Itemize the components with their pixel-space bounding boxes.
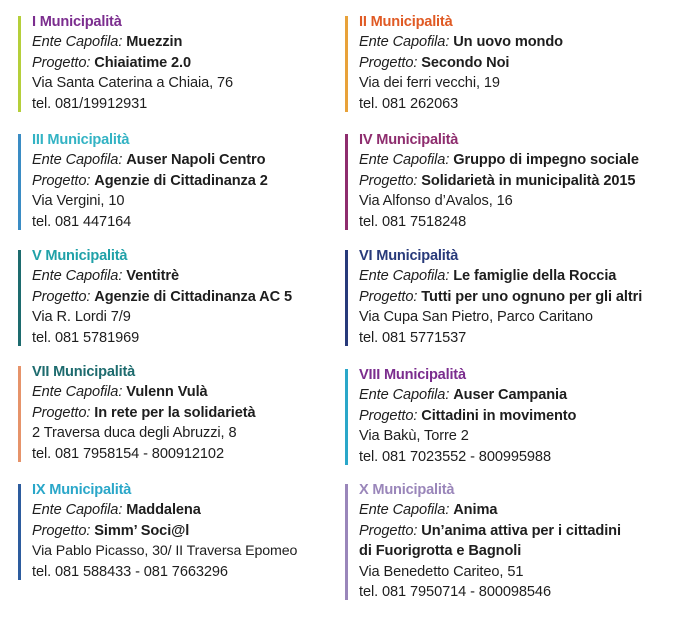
ente-label: Ente Capofila:: [359, 152, 454, 169]
phone: tel. 081 5771537: [359, 329, 467, 346]
ente-label: Ente Capofila:: [32, 268, 127, 285]
accent-bar: [345, 369, 348, 465]
ente-value: Auser Campania: [453, 387, 568, 404]
progetto-value: Secondo Noi: [421, 54, 510, 71]
entry-municipalita-9: [18, 480, 338, 582]
progetto-value: Solidarietà in municipalità 2015: [421, 172, 636, 189]
accent-bar: [345, 134, 348, 230]
ente-value: Le famiglie della Roccia: [453, 268, 617, 285]
progetto-label: Progetto:: [359, 522, 422, 539]
entry-title: II Municipalità: [359, 14, 453, 30]
phone: tel. 081 588433 - 081 7663296: [32, 563, 228, 580]
address: 2 Traversa duca degli Abruzzi, 8: [32, 425, 237, 442]
address: Via Benedetto Cariteo, 51: [359, 563, 524, 580]
accent-bar: [18, 484, 21, 580]
phone: tel. 081 7950714 - 800098546: [359, 584, 551, 601]
address: Via Santa Caterina a Chiaia, 76: [32, 75, 234, 92]
entry-title: V Municipalità: [32, 248, 128, 264]
entry-title: IX Municipalità: [32, 482, 132, 498]
entry-municipalita-1: [18, 12, 338, 114]
progetto-label: Progetto:: [32, 522, 95, 539]
phone: tel. 081 7958154 - 800912102: [32, 445, 224, 462]
entry-municipalita-8: [345, 365, 685, 467]
ente-label: Ente Capofila:: [32, 384, 127, 401]
address: Via R. Lordi 7/9: [32, 309, 131, 326]
ente-label: Ente Capofila:: [32, 152, 127, 169]
address: Via Pablo Picasso, 30/ II Traversa Epomeo: [32, 543, 298, 560]
entry-title: VIII Municipalità: [359, 367, 466, 383]
ente-value: Muezzin: [126, 34, 183, 51]
address: Via Alfonso d’Avalos, 16: [359, 193, 513, 210]
address: Via dei ferri vecchi, 19: [359, 75, 500, 92]
progetto-label: Progetto:: [32, 288, 95, 305]
accent-bar: [345, 250, 348, 346]
progetto-label: Progetto:: [32, 172, 95, 189]
progetto-value: Agenzie di Cittadinanza 2: [94, 172, 268, 189]
progetto-value: In rete per la solidarietà: [94, 404, 256, 421]
progetto-value-continued: di Fuorigrotta e Bagnoli: [359, 543, 522, 560]
address: Via Cupa San Pietro, Parco Caritano: [359, 309, 593, 326]
progetto-value: Cittadini in movimento: [421, 407, 577, 424]
phone: tel. 081 7518248: [359, 213, 467, 230]
entry-municipalita-5: [18, 246, 338, 348]
ente-label: Ente Capofila:: [359, 387, 454, 404]
phone: tel. 081 447164: [32, 213, 132, 230]
entry-title: III Municipalità: [32, 132, 130, 148]
progetto-label: Progetto:: [359, 288, 422, 305]
progetto-label: Progetto:: [359, 172, 422, 189]
ente-label: Ente Capofila:: [32, 502, 127, 519]
ente-label: Ente Capofila:: [359, 502, 454, 519]
accent-bar: [18, 134, 21, 230]
ente-value: Auser Napoli Centro: [126, 152, 266, 169]
phone: tel. 081 5781969: [32, 329, 140, 346]
entry-municipalita-6: [345, 246, 685, 348]
entry-title: VII Municipalità: [32, 364, 136, 380]
phone: tel. 081 7023552 - 800995988: [359, 448, 551, 465]
ente-value: Vulenn Vulà: [126, 384, 208, 401]
progetto-value: Chiaiatime 2.0: [94, 54, 192, 71]
ente-value: Maddalena: [126, 502, 201, 519]
phone: tel. 081 262063: [359, 95, 459, 112]
accent-bar: [345, 484, 348, 600]
ente-value: Un uovo mondo: [453, 34, 563, 51]
progetto-value: Simm’ Soci@l: [94, 522, 190, 539]
phone: tel. 081/19912931: [32, 95, 148, 112]
ente-label: Ente Capofila:: [359, 268, 454, 285]
progetto-value: Tutti per uno ognuno per gli altri: [421, 288, 643, 305]
entry-municipalita-3: [18, 130, 338, 232]
address: Via Vergini, 10: [32, 193, 125, 210]
progetto-label: Progetto:: [32, 404, 95, 421]
ente-label: Ente Capofila:: [32, 34, 127, 51]
address: Via Bakù, Torre 2: [359, 428, 469, 445]
entry-municipalita-7: [18, 362, 338, 464]
progetto-value: Un’anima attiva per i cittadini: [421, 522, 621, 539]
entry-municipalita-10: [345, 480, 685, 602]
accent-bar: [18, 250, 21, 346]
ente-label: Ente Capofila:: [359, 34, 454, 51]
accent-bar: [18, 366, 21, 462]
entry-municipalita-4: [345, 130, 685, 232]
entry-title: I Municipalità: [32, 14, 122, 30]
accent-bar: [18, 16, 21, 112]
ente-value: Gruppo di impegno sociale: [453, 152, 639, 169]
entry-title: IV Municipalità: [359, 132, 459, 148]
ente-value: Ventitrè: [126, 268, 179, 285]
entry-municipalita-2: [345, 12, 685, 114]
ente-value: Anima: [453, 502, 498, 519]
progetto-label: Progetto:: [32, 54, 95, 71]
accent-bar: [345, 16, 348, 112]
progetto-label: Progetto:: [359, 407, 422, 424]
progetto-value: Agenzie di Cittadinanza AC 5: [94, 288, 293, 305]
entry-title: VI Municipalità: [359, 248, 459, 264]
progetto-label: Progetto:: [359, 54, 422, 71]
entry-title: X Municipalità: [359, 482, 455, 498]
